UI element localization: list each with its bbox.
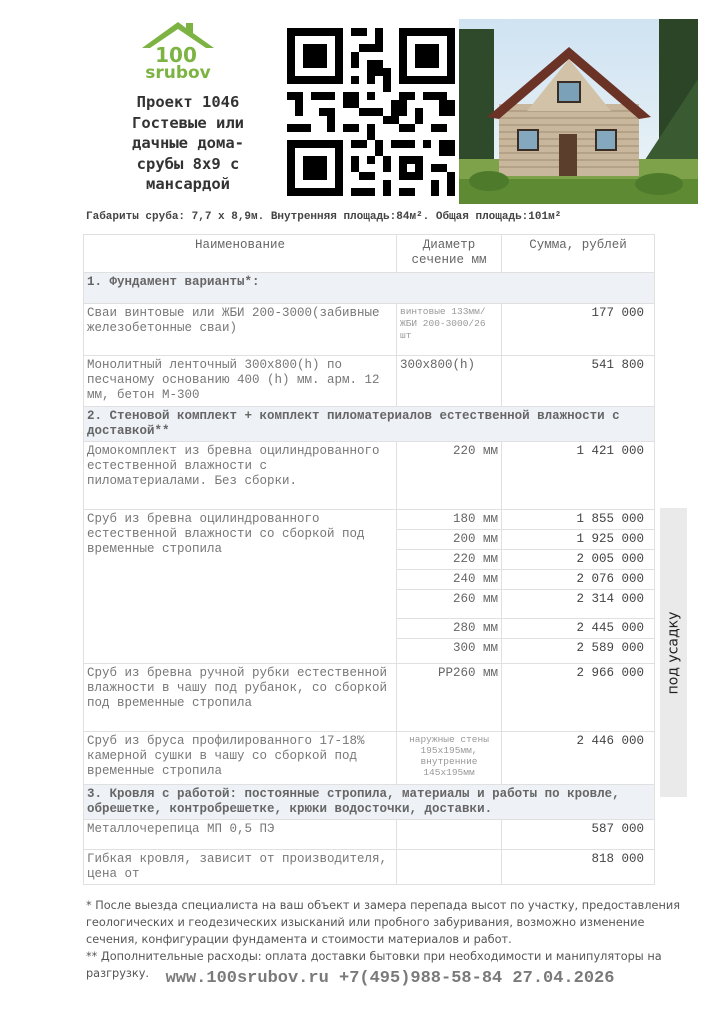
row-diameter: винтовые 133мм/ЖБИ 200-3000/26 шт xyxy=(397,304,502,356)
footnote-foundation: * После выезда специалиста на ваш объект и замера перепада высот по участку, предоставления геологических и геодезических изысканий или пробного забуривания, возможно изменение сечения, конфигурации фундамента и стоимости материалов и работ. xyxy=(86,899,680,946)
row-diameter: 300 мм xyxy=(397,639,502,664)
row-sum: 177 000 xyxy=(502,304,655,356)
table-row xyxy=(84,732,655,785)
title-line: Гостевые или xyxy=(132,113,244,132)
title-line: Проект 1046 xyxy=(136,93,240,111)
row-name: Металлочерепица МП 0,5 ПЭ xyxy=(84,820,397,850)
section-walls: 2. Стеновой комплект + комплект пиломатериалов естественной влажности с доставкой** xyxy=(84,407,655,442)
title-line: мансардой xyxy=(146,175,230,193)
row-diameter: 180 мм xyxy=(397,510,502,530)
qr-code xyxy=(287,26,455,198)
dimensions-line: Габариты сруба: 7,7 х 8,9м. Внутренняя площадь:84м². Общая площадь:101м² xyxy=(86,211,562,223)
project-title xyxy=(98,92,278,195)
row-sum: 541 800 xyxy=(502,356,655,407)
row-name: Монолитный ленточный 300х800(h) по песчаному основанию 400 (h) мм. арм. 12 мм, бетон М-300 xyxy=(84,356,397,407)
row-sum: 2 446 000 xyxy=(502,732,655,785)
section-row xyxy=(84,785,655,820)
title-line: срубы 8х9 с xyxy=(136,154,240,173)
row-diameter: 280 мм xyxy=(397,619,502,639)
footer-contacts: www.100srubov.ru +7(495)988-58-84 27.04.2026 xyxy=(165,969,615,988)
price-table xyxy=(83,234,655,885)
section-roof: 3. Кровля с работой: постоянные стропила, материалы и работы по кровле, обрешетке, контробрешетке, крюки водосточки, доставки. xyxy=(84,785,655,820)
row-name: Гибкая кровля, зависит от производителя, цена от xyxy=(84,850,397,885)
table-row xyxy=(84,442,655,510)
table-row xyxy=(84,820,655,850)
row-name: Сваи винтовые или ЖБИ 200-3000(забивные железобетонные сваи) xyxy=(84,304,397,356)
row-diameter: 260 мм xyxy=(397,590,502,619)
row-diameter: 220 мм xyxy=(397,442,502,510)
svg-text:srubov: srubov xyxy=(145,63,211,82)
row-diameter: РР260 мм xyxy=(397,664,502,732)
row-sum: 2 076 000 xyxy=(502,570,655,590)
title-line: дачные дома- xyxy=(132,134,244,152)
table-row xyxy=(84,510,655,530)
row-diameter xyxy=(397,820,502,850)
row-sum: 1 925 000 xyxy=(502,530,655,550)
table-header-row xyxy=(84,235,655,273)
header-sum: Сумма, рублей xyxy=(502,235,655,273)
row-diameter: 300х800(h) xyxy=(397,356,502,407)
row-sum: 818 000 xyxy=(502,850,655,885)
table-row xyxy=(84,356,655,407)
section-foundation: 1. Фундамент варианты*: xyxy=(84,273,655,304)
row-sum: 587 000 xyxy=(502,820,655,850)
row-sum: 2 445 000 xyxy=(502,619,655,639)
row-sum: 1 855 000 xyxy=(502,510,655,530)
row-diameter xyxy=(397,850,502,885)
svg-text:100: 100 xyxy=(155,43,197,67)
row-sum: 1 421 000 xyxy=(502,442,655,510)
table-row xyxy=(84,850,655,885)
header-diameter: Диаметр сечение мм xyxy=(397,235,502,273)
row-name: Домокомплект из бревна оцилиндрованного естественной влажности с пиломатериалами. Без сборки. xyxy=(84,442,397,510)
row-name: Сруб из бруса профилированного 17-18% камерной сушки в чашу со сборкой под временные стропила xyxy=(84,732,397,785)
row-sum: 2 589 000 xyxy=(502,639,655,664)
header-name: Наименование xyxy=(84,235,397,273)
section-row xyxy=(84,273,655,304)
row-diameter: 240 мм xyxy=(397,570,502,590)
row-name: Сруб из бревна ручной рубки естественной влажности в чашу под рубанок, со сборкой под временные стропила xyxy=(84,664,397,732)
row-diameter: 200 мм xyxy=(397,530,502,550)
footnote-expenses: ** Дополнительные расходы: оплата доставки бытовки при необходимости и манипуляторы на разгрузку. xyxy=(86,950,662,980)
row-sum: 2 314 000 xyxy=(502,590,655,619)
side-tab-label: под усадку xyxy=(665,611,682,694)
table-row xyxy=(84,304,655,356)
row-diameter: наружные стены 195х195мм, внутренние 145х195мм xyxy=(397,732,502,785)
row-sum: 2 966 000 xyxy=(502,664,655,732)
side-tab-shrinkage xyxy=(660,508,687,797)
row-diameter: 220 мм xyxy=(397,550,502,570)
table-row xyxy=(84,664,655,732)
section-row xyxy=(84,407,655,442)
row-sum: 2 005 000 xyxy=(502,550,655,570)
company-logo xyxy=(128,20,228,82)
house-photo xyxy=(459,19,698,204)
row-name: Сруб из бревна оцилиндрованного естественной влажности со сборкой под временные стропила xyxy=(84,510,397,664)
